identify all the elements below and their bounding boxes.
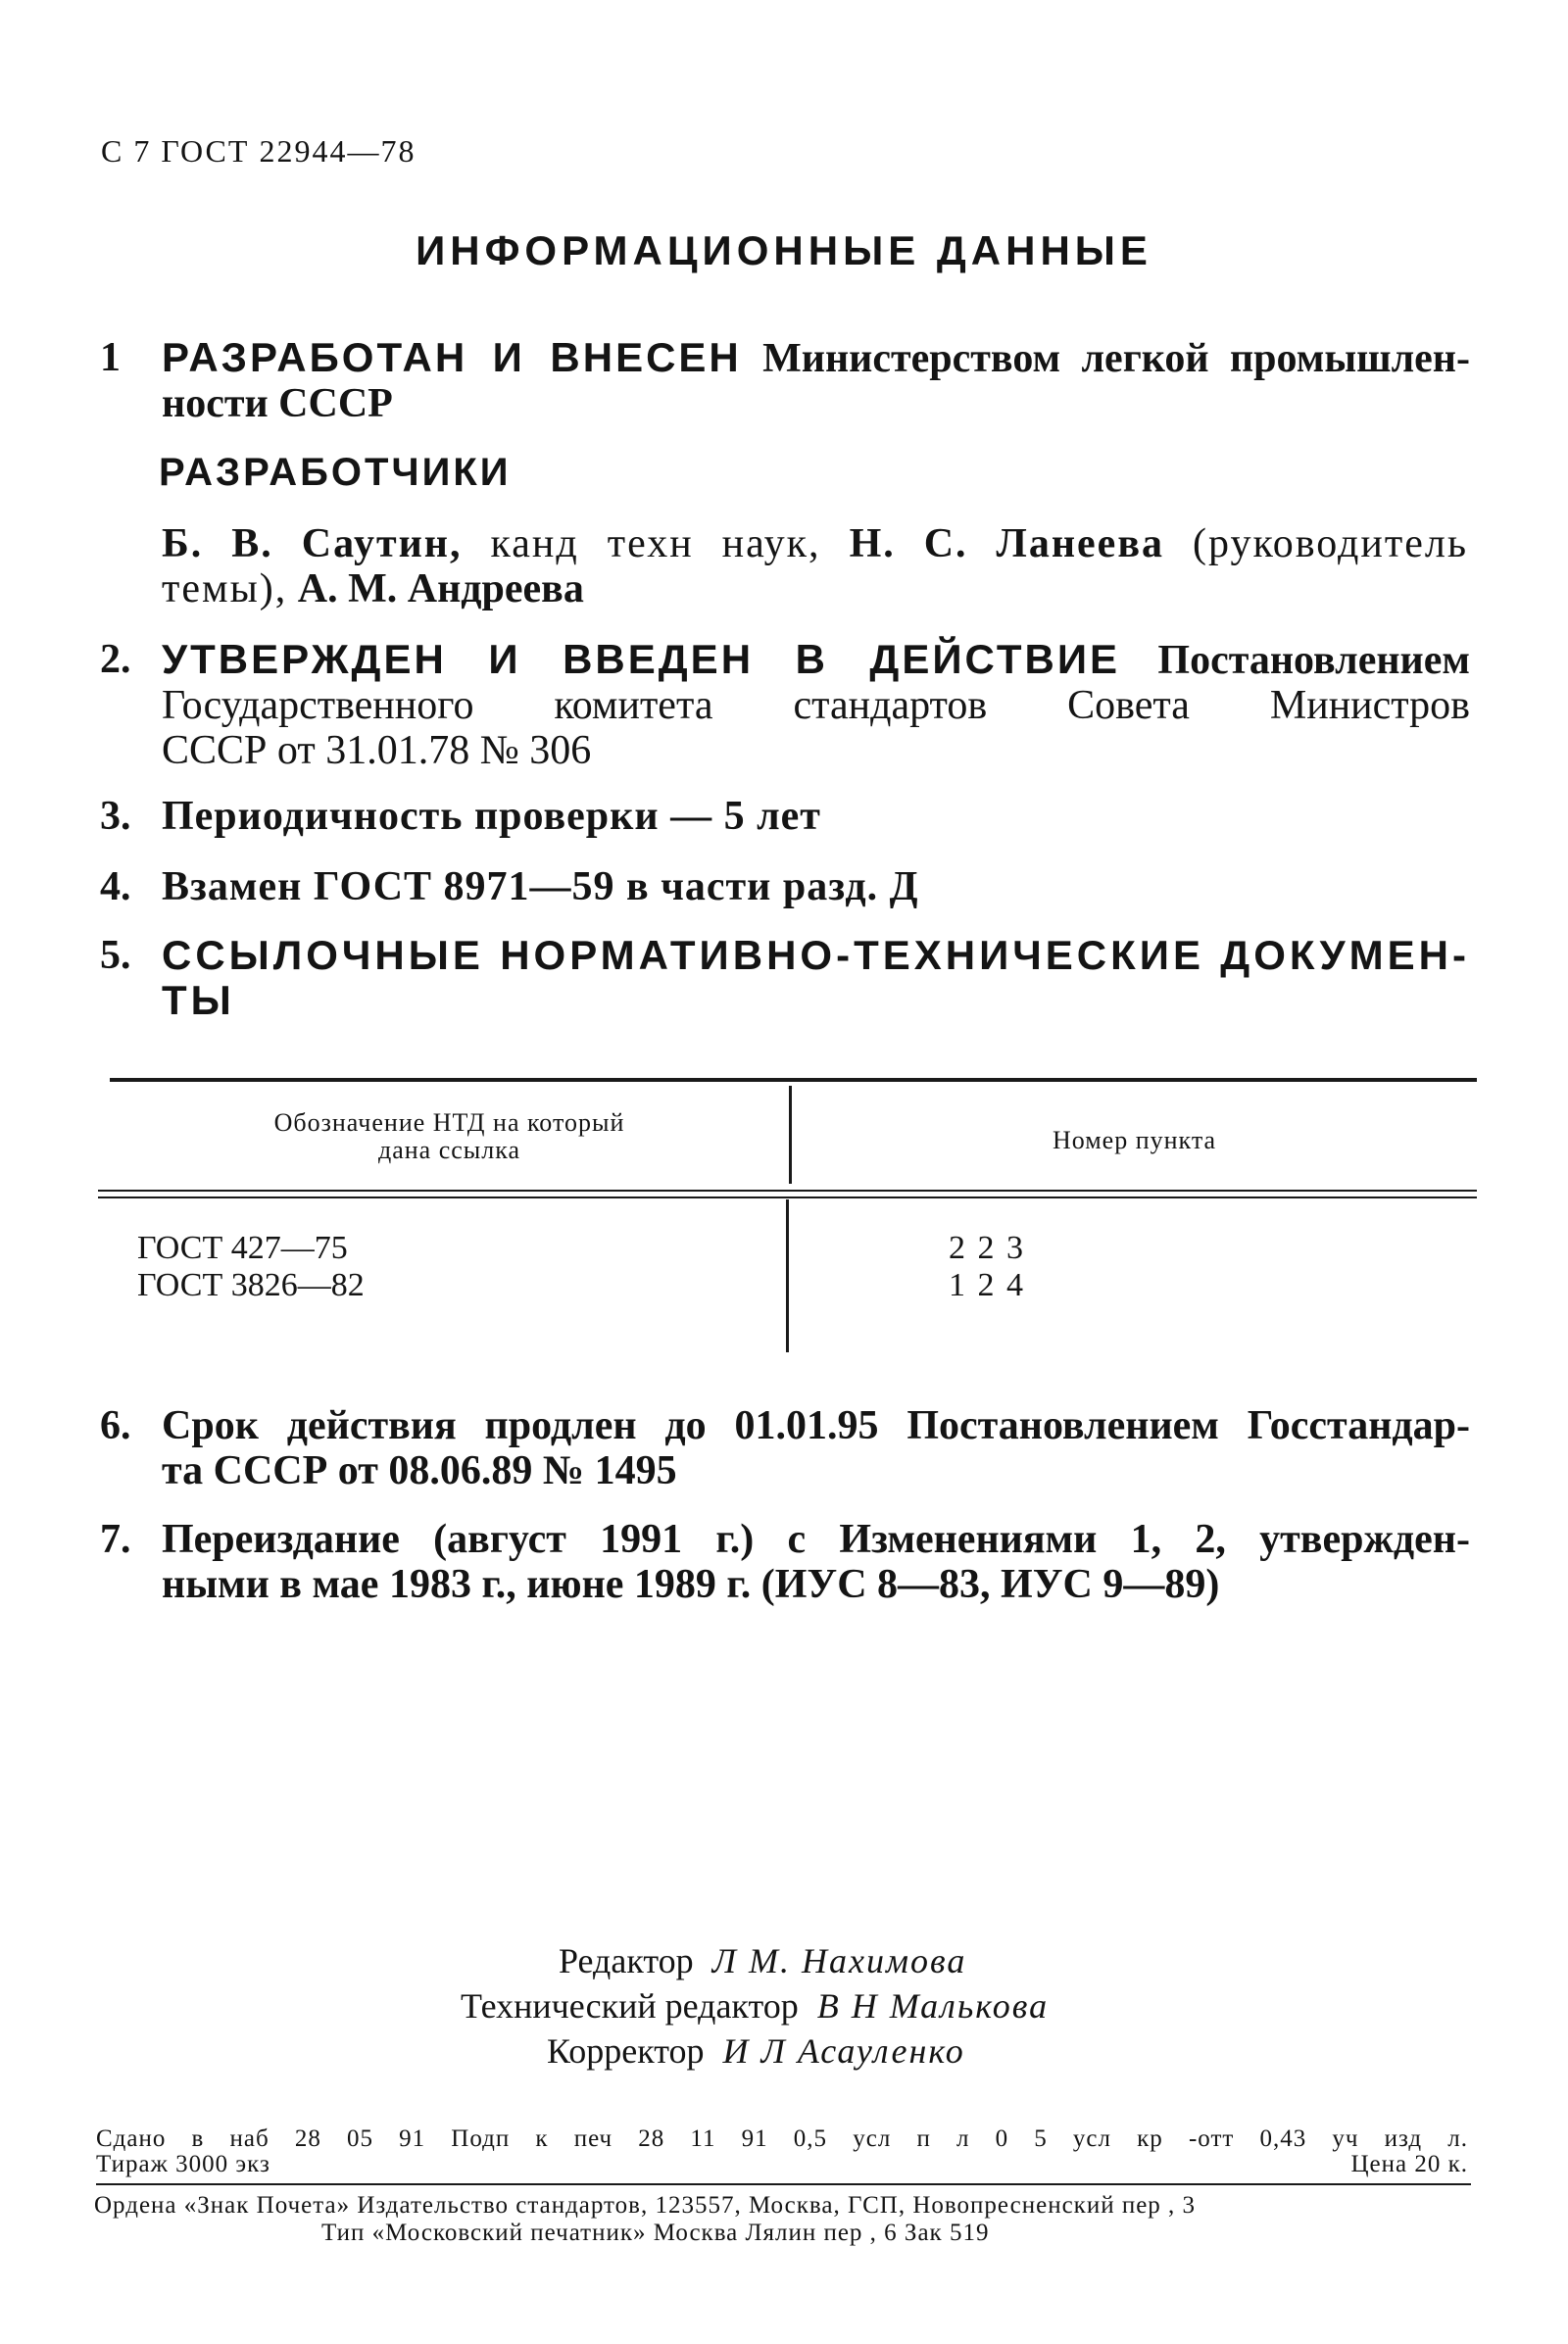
item-3 xyxy=(100,794,1472,839)
table-header-rule-2 xyxy=(98,1196,1477,1198)
table-row xyxy=(949,1230,1025,1267)
table-top-rule xyxy=(110,1078,1477,1082)
credit-name: В Н Малькова xyxy=(816,1986,1050,2026)
imprint-line-2 xyxy=(96,2152,1468,2177)
item-6-number: 6. xyxy=(100,1403,131,1448)
page-header: С 7 ГОСТ 22944—78 xyxy=(101,133,416,169)
item-5 xyxy=(100,933,1472,1023)
developer-3: А. М. Андреева xyxy=(297,566,584,611)
developers-heading: РАЗРАБОТЧИКИ xyxy=(159,451,512,494)
item-2-caps: УТВЕРЖДЕН И ВВЕДЕН В ДЕЙСТВИЕ xyxy=(162,636,1121,682)
item-7 xyxy=(100,1517,1472,1607)
imprint-price: Цена 20 к. xyxy=(1350,2151,1468,2177)
table-header-clause: Номер пункта xyxy=(1052,1126,1217,1154)
table-header-rule-1 xyxy=(98,1190,1477,1192)
table-body-divider xyxy=(786,1199,789,1352)
table-cell-clause: 1 2 4 xyxy=(949,1267,1025,1303)
item-7-line-1: Переиздание (август 1991 г.) с Изменениями 1, 2, утвержден- xyxy=(162,1517,1470,1562)
item-2-number: 2. xyxy=(100,637,131,682)
developers-list xyxy=(162,521,1468,611)
item-5-line-1: ССЫЛОЧНЫЕ НОРМАТИВНО-ТЕХНИЧЕСКИЕ ДОКУМЕН- xyxy=(162,932,1470,978)
item-2-line-2: Государственного комитета стандартов Совета Министров xyxy=(162,683,1470,728)
imprint-line-1: Сдано в наб 28 05 91 Подп к печ 28 11 91 0,5 усл п л 0 5 усл кр -отт 0,43 уч изд л. xyxy=(96,2125,1468,2152)
item-6 xyxy=(100,1403,1472,1493)
item-4-number: 4. xyxy=(100,864,131,909)
table-header-doc-line-1: Обозначение НТД на который xyxy=(273,1108,625,1137)
item-3-number: 3. xyxy=(100,794,131,839)
item-2-line-3: СССР от 31.01.78 № 306 xyxy=(162,728,592,773)
table-row xyxy=(137,1267,365,1304)
credit-role: Редактор xyxy=(559,1941,694,1980)
item-5-number: 5. xyxy=(100,933,131,978)
item-6-line-2: та СССР от 08.06.89 № 1495 xyxy=(162,1448,677,1493)
credit-proofreader xyxy=(547,2030,965,2072)
table-cell-clause: 2 2 3 xyxy=(949,1230,1025,1266)
item-3-text: Периодичность проверки — 5 лет xyxy=(162,794,821,839)
table-header-doc-line-2: дана ссылка xyxy=(377,1136,521,1164)
item-1-text-cont: ности СССР xyxy=(162,381,393,426)
table-cell-doc: ГОСТ 427—75 xyxy=(137,1230,348,1266)
credit-name: Л М. Нахимова xyxy=(711,1941,967,1980)
imprint-publisher: Ордена «Знак Почета» Издательство стандартов, 123557, Москва, ГСП, Новопресненский пер , 3 xyxy=(94,2192,1197,2219)
credit-name: И Л Асауленко xyxy=(722,2031,965,2071)
developer-2: Н. С. Ланеева xyxy=(849,521,1165,566)
imprint xyxy=(96,2126,1468,2177)
credit-role: Корректор xyxy=(547,2031,705,2071)
item-6-line-1: Срок действия продлен до 01.01.95 Постановлением Госстандар- xyxy=(162,1403,1470,1448)
table-row xyxy=(137,1230,348,1267)
developer-2-role-cont: темы), xyxy=(162,566,288,611)
item-7-line-2: ными в мае 1983 г., июне 1989 г. (ИУС 8—83, ИУС 9—89) xyxy=(162,1562,1220,1607)
table-header-doc xyxy=(110,1109,789,1164)
imprint-printer: Тип «Московский печатник» Москва Лялин пер , 6 Зак 519 xyxy=(321,2220,990,2246)
credit-editor xyxy=(559,1940,966,1981)
imprint-print-run: Тираж 3000 экз xyxy=(96,2151,270,2177)
item-7-number: 7. xyxy=(100,1517,131,1562)
item-1-number: 1 xyxy=(100,335,121,380)
item-1-text: Министерством легкой промышлен- xyxy=(762,336,1470,381)
imprint-rule xyxy=(96,2183,1471,2185)
item-2-text: Постановлением xyxy=(1157,638,1470,683)
item-4 xyxy=(100,864,1472,909)
developer-2-role: (руководитель xyxy=(1193,521,1469,566)
page-title: ИНФОРМАЦИОННЫЕ ДАННЫЕ xyxy=(416,227,1152,273)
item-4-text: Взамен ГОСТ 8971—59 в части разд. Д xyxy=(162,864,919,909)
table-row xyxy=(949,1267,1025,1304)
credit-role: Технический редактор xyxy=(461,1986,799,2026)
developer-1-degree: канд техн наук, xyxy=(490,521,821,566)
item-1 xyxy=(100,335,1472,426)
item-1-caps: РАЗРАБОТАН И ВНЕСЕН xyxy=(162,334,742,380)
credit-tech-editor xyxy=(461,1985,1049,2027)
table-cell-doc: ГОСТ 3826—82 xyxy=(137,1267,365,1303)
item-5-line-2: ТЫ xyxy=(162,977,235,1023)
item-2 xyxy=(100,637,1472,773)
developer-1: Б. В. Саутин, xyxy=(162,521,463,566)
